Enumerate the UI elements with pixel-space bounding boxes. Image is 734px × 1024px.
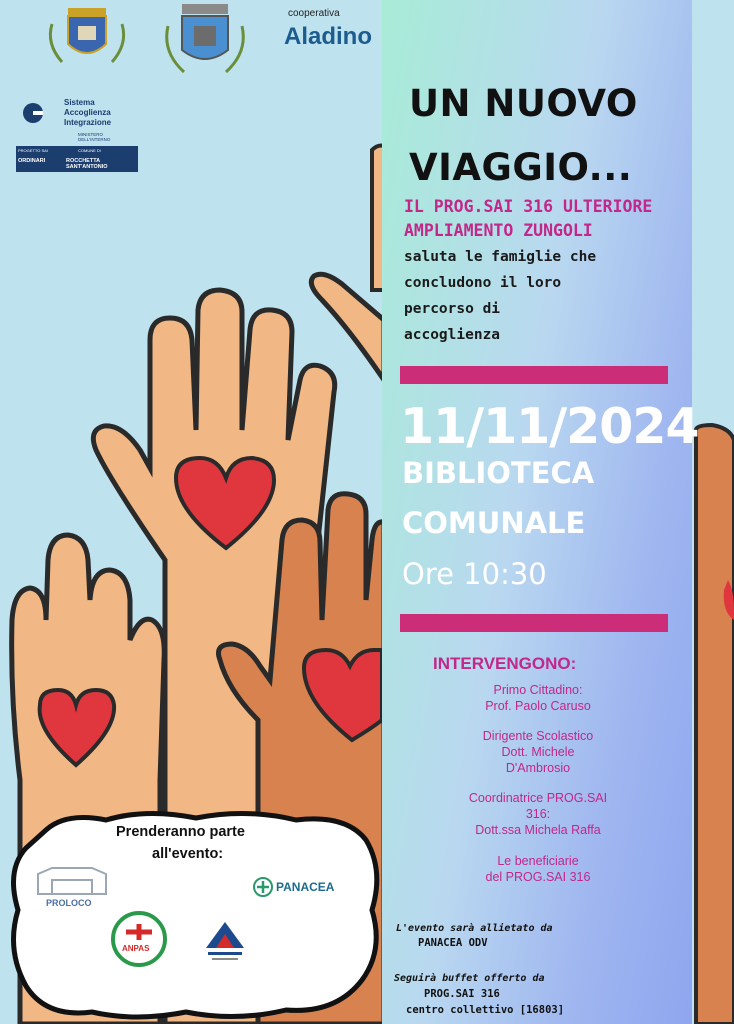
venue-line-1: BIBLIOTECA bbox=[402, 456, 595, 490]
partners-heading-line-2: all'evento: bbox=[152, 846, 224, 862]
sai-line-3: Integrazione bbox=[64, 118, 112, 127]
panacea-cross-icon bbox=[252, 876, 274, 898]
greeting-line-4: accoglienza bbox=[404, 327, 501, 343]
buffet-center: centro collettivo [16803] bbox=[406, 1004, 565, 1016]
title-line-2: VIAGGIO... bbox=[409, 146, 633, 189]
bottom-divider-bar bbox=[400, 614, 668, 632]
sai-label-right: COMUNE DI bbox=[78, 148, 101, 153]
top-divider-bar bbox=[400, 366, 668, 384]
panacea-name: PANACEA bbox=[276, 880, 335, 894]
proloco-name: PROLOCO bbox=[46, 898, 92, 908]
upper-right-hand bbox=[311, 146, 384, 381]
speaker-2-name-1: Dott. Michele bbox=[501, 745, 575, 759]
municipal-crest-1-icon bbox=[44, 4, 130, 68]
speaker-4 bbox=[393, 853, 683, 885]
program-line-1: IL PROG.SAI 316 ULTERIORE bbox=[404, 197, 653, 216]
sai-ministry: MINISTERO DELL'INTERNO bbox=[78, 132, 111, 142]
event-date: 11/11/2024 bbox=[400, 398, 699, 455]
speaker-2-name-2: D'Ambrosio bbox=[505, 761, 571, 775]
partners-heading-line-1: Prenderanno parte bbox=[116, 824, 245, 840]
speaker-2-role: Dirigente Scolastico bbox=[482, 729, 594, 743]
event-time: Ore 10:30 bbox=[402, 557, 547, 591]
sai-town-bar bbox=[16, 146, 138, 172]
speakers-heading: INTERVENGONO: bbox=[433, 654, 577, 673]
cooperative-name: Aladino bbox=[284, 23, 372, 50]
anpas-logo bbox=[110, 910, 168, 968]
venue-line-2: COMUNALE bbox=[402, 506, 586, 540]
anpas-badge-icon bbox=[110, 910, 168, 968]
speaker-3 bbox=[393, 790, 683, 838]
sai-line-2: Accoglienza bbox=[64, 108, 111, 117]
entertainment-note: L'evento sarà allietato da bbox=[396, 923, 553, 934]
buffet-note: Seguirà buffet offerto da bbox=[394, 973, 545, 984]
red-cross-pyramid-icon bbox=[202, 918, 248, 964]
partners-cloud bbox=[6, 810, 384, 1022]
title-line-1: UN NUOVO bbox=[409, 82, 638, 125]
sai-town-left: ORDINARI bbox=[18, 158, 46, 164]
speaker-3-role-2: 316: bbox=[525, 807, 551, 821]
sai-circle-icon bbox=[22, 102, 44, 124]
greeting-line-2: concludono il loro bbox=[404, 275, 562, 291]
sai-line-1: Sistema bbox=[64, 98, 95, 107]
panacea-logo bbox=[252, 876, 342, 900]
sai-town-right: ROCCHETTA SANT'ANTONIO bbox=[66, 158, 108, 170]
proloco-logo bbox=[32, 864, 112, 910]
speaker-1-name: Prof. Paolo Caruso bbox=[485, 699, 591, 713]
greeting-line-1: saluta le famiglie che bbox=[404, 249, 597, 265]
speaker-3-role-1: Coordinatrice PROG.SAI bbox=[468, 791, 608, 805]
speaker-4-line-2: del PROG.SAI 316 bbox=[485, 870, 591, 884]
municipal-crest-2-icon bbox=[162, 2, 248, 76]
proloco-building-icon bbox=[32, 864, 112, 898]
buffet-by: PROG.SAI 316 bbox=[424, 988, 500, 1000]
aladino-cooperative-logo bbox=[284, 8, 384, 72]
speaker-2 bbox=[393, 728, 683, 776]
speaker-1-role: Primo Cittadino: bbox=[493, 683, 583, 697]
speaker-4-line-1: Le beneficiarie bbox=[497, 854, 579, 868]
greeting-line-3: percorso di bbox=[404, 301, 501, 317]
sai-label-left: PROGETTO SAI bbox=[18, 148, 48, 153]
anpas-name: ANPAS bbox=[122, 944, 150, 953]
entertainment-by: PANACEA ODV bbox=[418, 937, 488, 949]
speaker-1 bbox=[393, 682, 683, 714]
speaker-3-name: Dott.ssa Michela Raffa bbox=[475, 823, 601, 837]
program-line-2: AMPLIAMENTO ZUNGOLI bbox=[404, 221, 593, 240]
sai-logo bbox=[16, 96, 140, 174]
cooperative-small-label: cooperativa bbox=[288, 8, 340, 19]
right-edge-hand bbox=[696, 425, 734, 1024]
